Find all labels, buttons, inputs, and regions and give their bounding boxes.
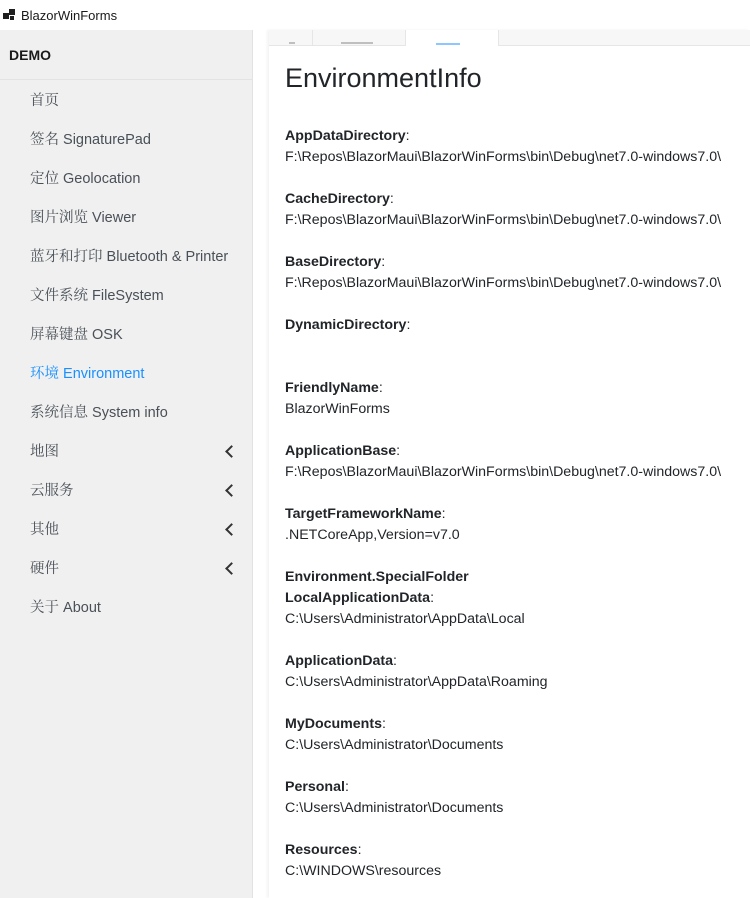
sidebar-item-5[interactable] <box>0 275 252 314</box>
sidebar-item-0[interactable] <box>0 80 252 119</box>
env-entry-name: Personal <box>285 779 345 795</box>
env-entry-name: Environment.SpecialFolder LocalApplicationData <box>285 569 469 606</box>
page-title: EnvironmentInfo <box>285 63 482 93</box>
chevron-left-icon[interactable] <box>225 562 238 575</box>
env-entry-colon: : <box>396 443 401 459</box>
env-entry-name: FriendlyName <box>285 380 379 396</box>
env-entry-name: TargetFrameworkName <box>285 506 442 522</box>
env-entry-colon: : <box>381 254 386 270</box>
tab-bar-filler <box>499 30 750 46</box>
sidebar-item-2[interactable] <box>0 158 252 197</box>
main-content <box>269 30 750 898</box>
env-entry-name: ApplicationBase <box>285 443 397 459</box>
sidebar-item-12[interactable] <box>0 548 252 587</box>
sidebar-item-label: 地图 <box>30 444 59 460</box>
env-entry <box>285 315 745 378</box>
env-entry <box>285 504 745 567</box>
env-entry-name: DynamicDirectory <box>285 317 407 333</box>
sidebar-item-label: 首页 <box>30 93 59 109</box>
env-entry-value: F:\Repos\BlazorMaui\BlazorWinForms\bin\Debug\net7.0-windows7.0\ <box>285 212 722 228</box>
env-entry <box>285 189 745 252</box>
env-entry-colon: : <box>344 779 349 795</box>
env-entry-name: AppDataDirectory <box>285 128 406 144</box>
env-entry <box>285 651 745 714</box>
env-entry-value: C:\Users\Administrator\AppData\Local <box>285 611 525 627</box>
sidebar-item-label: 图片浏览 Viewer <box>30 210 137 226</box>
env-entry-colon: : <box>393 653 397 669</box>
nav-menu <box>0 80 252 626</box>
env-entry-name: Resources <box>285 842 358 858</box>
env-entry-value: C:\Users\Administrator\Documents <box>285 800 504 816</box>
env-entry-label <box>285 189 745 210</box>
chevron-left-icon[interactable] <box>225 523 238 536</box>
environment-info-list <box>285 126 745 898</box>
sidebar-item-7[interactable] <box>0 353 252 392</box>
sidebar-item-label: 其他 <box>30 522 59 538</box>
env-entry-label <box>285 651 745 672</box>
env-entry-label <box>285 840 745 861</box>
env-entry-label <box>285 504 745 525</box>
env-entry-value <box>285 336 745 357</box>
sidebar-item-label: 蓝牙和打印 Bluetooth & Printer <box>30 249 229 265</box>
env-entry-colon: : <box>381 716 386 732</box>
sidebar-item-8[interactable] <box>0 392 252 431</box>
env-entry <box>285 378 745 441</box>
app-window-icon <box>3 9 15 21</box>
sidebar-item-11[interactable] <box>0 509 252 548</box>
env-entry-name: BaseDirectory <box>285 254 382 270</box>
tab-bar <box>269 30 750 46</box>
env-entry <box>285 567 745 651</box>
env-entry <box>285 714 745 777</box>
sidebar-item-label: 屏幕键盘 OSK <box>30 327 123 343</box>
sidebar-item-label: 文件系统 FileSystem <box>30 288 164 304</box>
env-entry-value: BlazorWinForms <box>285 401 390 417</box>
chevron-left-icon[interactable] <box>225 445 238 458</box>
env-entry-value: C:\Users\Administrator\Documents <box>285 737 504 753</box>
env-entry-value: C:\WINDOWS\resources <box>285 863 442 879</box>
env-entry-label <box>285 252 745 273</box>
env-entry-colon: : <box>406 317 411 333</box>
sidebar-item-label: 签名 SignaturePad <box>30 132 151 148</box>
env-entry-colon: : <box>378 380 383 396</box>
env-entry-value: C:\Users\Administrator\AppData\Roaming <box>285 674 548 690</box>
sidebar-item-3[interactable] <box>0 197 252 236</box>
sidebar-item-1[interactable] <box>0 119 252 158</box>
env-entry <box>285 441 745 504</box>
sidebar-item-10[interactable] <box>0 470 252 509</box>
sidebar-item-6[interactable] <box>0 314 252 353</box>
env-entry-name: MyDocuments <box>285 716 382 732</box>
window-title: BlazorWinForms <box>21 7 118 23</box>
sidebar <box>0 30 253 898</box>
env-entry-colon: : <box>405 128 410 144</box>
sidebar-item-label: 关于 About <box>30 600 101 616</box>
sidebar-item-13[interactable] <box>0 587 252 626</box>
env-entry-colon: : <box>389 191 394 207</box>
env-entry-value: F:\Repos\BlazorMaui\BlazorWinForms\bin\Debug\net7.0-windows7.0\ <box>285 149 722 165</box>
env-entry-label <box>285 567 745 609</box>
tab-back[interactable] <box>269 30 313 46</box>
env-entry <box>285 252 745 315</box>
env-entry-value: F:\Repos\BlazorMaui\BlazorWinForms\bin\Debug\net7.0-windows7.0\ <box>285 275 722 291</box>
sidebar-item-label: 硬件 <box>30 561 59 577</box>
env-entry-colon: : <box>430 590 435 606</box>
env-entry <box>285 126 745 189</box>
tab-previous[interactable] <box>313 30 406 46</box>
brand-title[interactable]: DEMO <box>0 30 252 80</box>
env-entry <box>285 777 745 840</box>
env-entry-label <box>285 315 745 336</box>
tab-active[interactable] <box>406 30 499 46</box>
sidebar-item-label: 环境 Environment <box>30 366 145 382</box>
sidebar-item-9[interactable] <box>0 431 252 470</box>
env-entry-name: CacheDirectory <box>285 191 390 207</box>
sidebar-item-label: 云服务 <box>30 483 74 499</box>
title-bar[interactable] <box>0 0 750 30</box>
env-entry-value: F:\Repos\BlazorMaui\BlazorWinForms\bin\Debug\net7.0-windows7.0\ <box>285 464 722 480</box>
env-entry-value: .NETCoreApp,Version=v7.0 <box>285 527 460 543</box>
env-entry <box>285 840 745 898</box>
env-entry-name: ApplicationData <box>285 653 393 669</box>
env-entry-colon: : <box>357 842 362 858</box>
env-entry-label <box>285 777 745 798</box>
sidebar-item-4[interactable] <box>0 236 252 275</box>
env-entry-label <box>285 441 745 462</box>
chevron-left-icon[interactable] <box>225 484 238 497</box>
env-entry-label <box>285 714 745 735</box>
env-entry-colon: : <box>441 506 446 522</box>
env-entry-label <box>285 126 745 147</box>
sidebar-item-label: 系统信息 System info <box>30 405 168 421</box>
env-entry-label <box>285 378 745 399</box>
sidebar-item-label: 定位 Geolocation <box>30 171 141 187</box>
